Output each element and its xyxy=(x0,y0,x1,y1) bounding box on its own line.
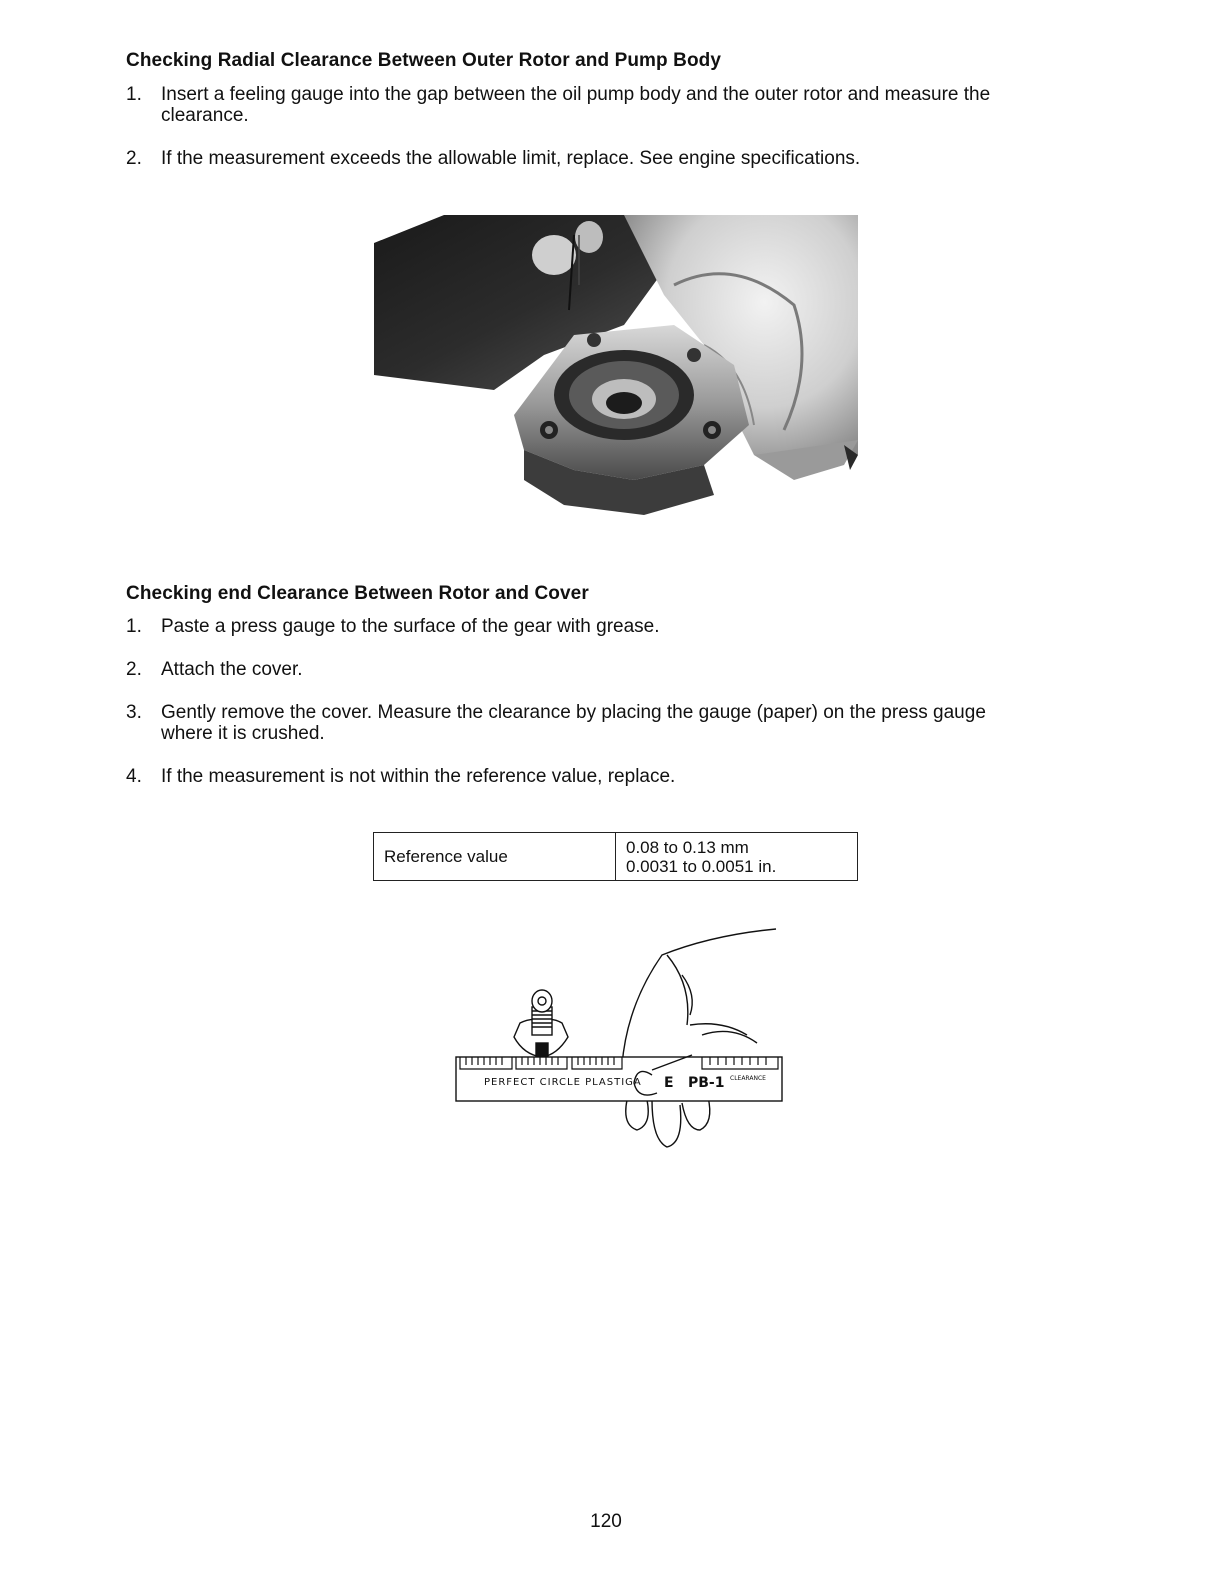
step-number: 2. xyxy=(126,659,142,680)
list-item xyxy=(126,148,1006,169)
reference-value-cell xyxy=(616,833,858,881)
step-number: 4. xyxy=(126,766,142,787)
plastigauge-brand-text: PERFECT CIRCLE PLASTIGA xyxy=(484,1077,642,1088)
step-text: Insert a feeling gauge into the gap between the oil pump body and the outer rotor and measure the clearance. xyxy=(161,84,991,126)
step-text: Gently remove the cover. Measure the clearance by placing the gauge (paper) on the press gauge where it is crushed. xyxy=(161,702,986,744)
step-text: If the measurement is not within the reference value, replace. xyxy=(161,766,676,787)
reference-value-in: 0.0031 to 0.0051 in. xyxy=(626,856,777,876)
section1-steps xyxy=(126,84,1006,169)
reference-label-cell: Reference value xyxy=(374,833,616,881)
step-number: 1. xyxy=(126,616,142,637)
list-item xyxy=(126,766,1006,787)
plastigauge-code-prefix: E xyxy=(664,1075,674,1091)
plastigauge-illustration xyxy=(452,925,792,1155)
section2-steps xyxy=(126,616,1006,787)
page-number: 120 xyxy=(590,1511,622,1532)
step-number: 2. xyxy=(126,148,142,169)
step-number: 1. xyxy=(126,84,142,105)
step-number: 3. xyxy=(126,702,142,723)
table-row xyxy=(374,833,858,881)
list-item xyxy=(126,84,1006,126)
section2-heading: Checking end Clearance Between Rotor and Cover xyxy=(126,583,589,604)
step-text: If the measurement exceeds the allowable limit, replace. See engine specifications. xyxy=(161,148,861,169)
reference-value-table xyxy=(373,832,858,881)
list-item xyxy=(126,616,1006,637)
section1-heading: Checking Radial Clearance Between Outer Rotor and Pump Body xyxy=(126,50,722,71)
list-item xyxy=(126,702,1006,744)
plastigauge-clearance-label: CLEARANCE xyxy=(730,1075,766,1082)
oil-pump-photo xyxy=(374,215,858,533)
step-text: Attach the cover. xyxy=(161,659,303,680)
list-item xyxy=(126,659,1006,680)
plastigauge-code: PB-1 xyxy=(688,1075,725,1091)
reference-value-mm: 0.08 to 0.13 mm xyxy=(626,837,749,857)
step-text: Paste a press gauge to the surface of the gear with grease. xyxy=(161,616,660,637)
